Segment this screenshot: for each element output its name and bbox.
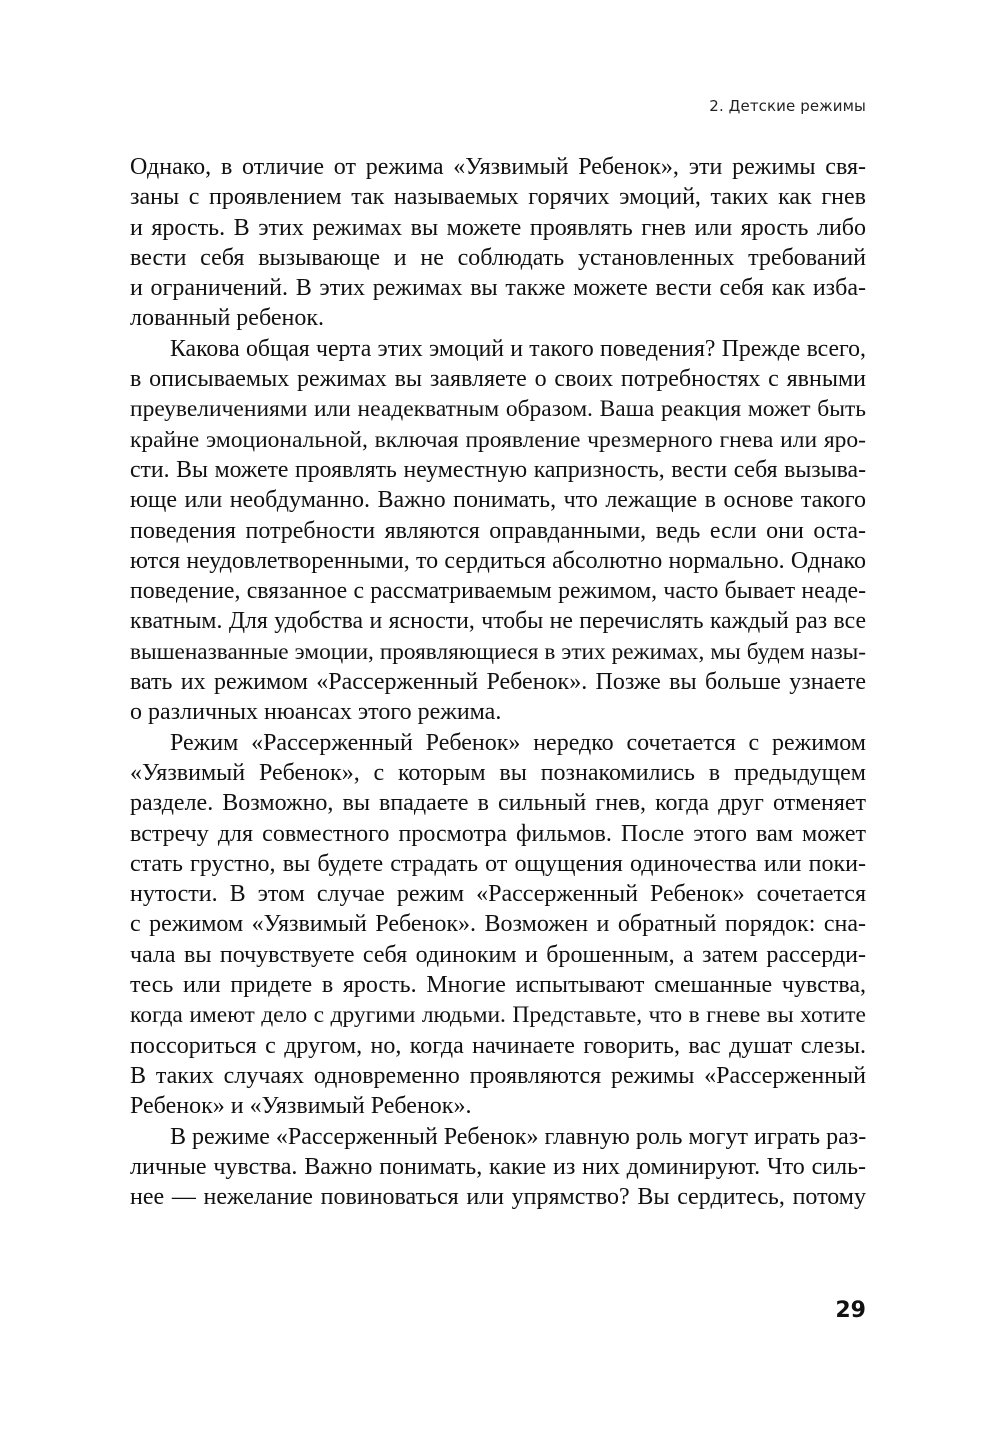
text-line: вать их режимом «Рассерженный Ребенок». Позже вы больше узнаете xyxy=(130,669,866,696)
text-line: в описываемых режимах вы заявляете о своих потребностях с явными xyxy=(130,366,866,393)
page-number: 29 xyxy=(835,1298,866,1323)
text-line: стать грустно, вы будете страдать от ощущения одиночества или поки- xyxy=(130,850,866,877)
text-line: кватным. Для удобства и ясности, чтобы не перечислять каждый раз все xyxy=(130,608,866,635)
text-line: чала вы почувствуете себя одиноким и брошенным, а затем рассерди- xyxy=(130,941,866,968)
text-line: о различных нюансах этого режима. xyxy=(130,699,502,726)
text-line: «Уязвимый Ребенок», с которым вы познакомились в предыдущем xyxy=(130,759,866,786)
text-line: вести себя вызывающе и не соблюдать установленных требований xyxy=(130,244,866,271)
text-line: когда имеют дело с другими людьми. Представьте, что в гневе вы хотите xyxy=(130,1002,866,1029)
text-line: лованный ребенок. xyxy=(130,305,325,332)
text-line: В режиме «Рассерженный Ребенок» главную роль могут играть раз- xyxy=(170,1123,867,1150)
text-line: Ребенок» и «Уязвимый Ребенок». xyxy=(130,1093,472,1120)
text-line: В таких случаях одновременно проявляются режимы «Рассерженный xyxy=(130,1062,866,1089)
text-line: и ограничений. В этих режимах вы также можете вести себя как изба- xyxy=(130,275,866,302)
body-text xyxy=(130,152,866,1212)
text-line: нутости. В этом случае режим «Рассерженный Ребенок» сочетается xyxy=(130,881,866,908)
text-line: личные чувства. Важно понимать, какие из них доминируют. Что силь- xyxy=(130,1153,866,1180)
text-line: Режим «Рассерженный Ребенок» нередко сочетается с режимом xyxy=(170,729,866,756)
text-line: сти. Вы можете проявлять неуместную капризность, вести себя вызыва- xyxy=(130,456,866,483)
text-line: преувеличениями или неадекватным образом. Ваша реакция может быть xyxy=(130,396,866,423)
text-line: поссориться с другом, но, когда начинаете говорить, вас душат слезы. xyxy=(130,1032,866,1059)
text-line: тесь или придете в ярость. Многие испытывают смешанные чувства, xyxy=(130,972,866,999)
text-line: поведение, связанное с рассматриваемым режимом, часто бывает неаде- xyxy=(130,578,866,605)
running-header: 2. Детские режимы xyxy=(709,97,866,115)
text-line: с режимом «Уязвимый Ребенок». Возможен и обратный порядок: сна- xyxy=(130,911,866,938)
text-line: нее — нежелание повиноваться или упрямство? Вы сердитесь, потому xyxy=(130,1184,866,1211)
text-line: встречу для совместного просмотра фильмов. После этого вам может xyxy=(130,820,866,847)
text-line: заны с проявлением так называемых горячих эмоций, таких как гнев xyxy=(130,184,866,211)
text-line: юще или необдуманно. Важно понимать, что лежащие в основе такого xyxy=(130,487,866,514)
text-line: вышеназванные эмоции, проявляющиеся в этих режимах, мы будем назы- xyxy=(130,638,866,665)
text-line: разделе. Возможно, вы впадаете в сильный гнев, когда друг отменяет xyxy=(130,790,866,817)
text-line: крайне эмоциональной, включая проявление чрезмерного гнева или яро- xyxy=(130,426,866,453)
text-line: и ярость. В этих режимах вы можете проявлять гнев или ярость либо xyxy=(130,214,866,241)
text-line: Какова общая черта этих эмоций и такого поведения? Прежде всего, xyxy=(170,335,866,362)
text-line: поведения потребности являются оправданными, ведь если они оста- xyxy=(130,517,866,544)
text-line: ются неудовлетворенными, то сердиться абсолютно нормально. Однако xyxy=(130,547,866,574)
text-line: Однако, в отличие от режима «Уязвимый Ребенок», эти режимы свя- xyxy=(130,154,866,180)
